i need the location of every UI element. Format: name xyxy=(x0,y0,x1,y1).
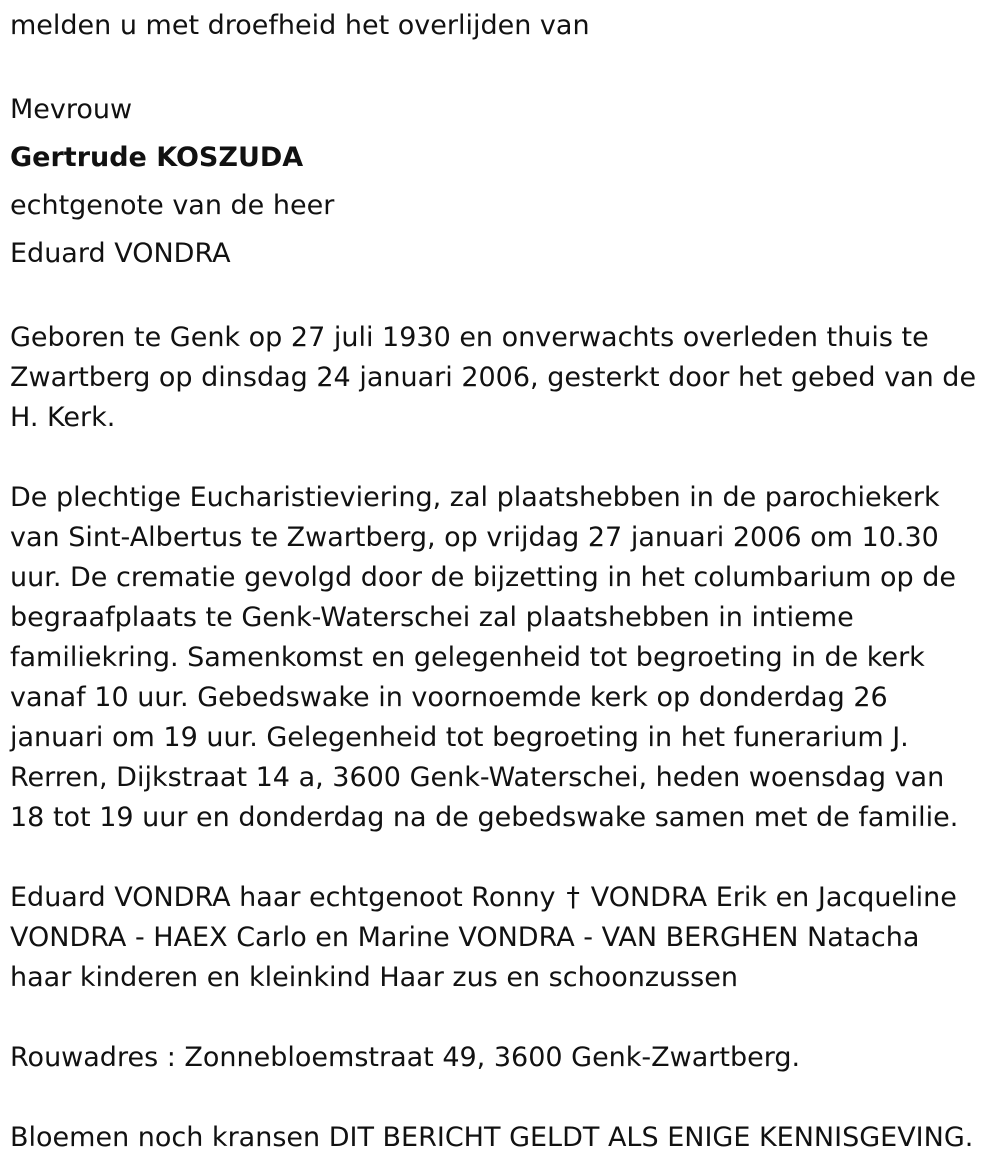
deceased-relation: echtgenote van de heer xyxy=(10,190,335,221)
ceremony-paragraph: De plechtige Eucharistieviering, zal plaatshebben in de parochiekerk van Sint-Albertus te Zwartberg, op vrijdag 27 januari 2006 om 10.30 uur. De crematie gevolgd door de bijzetting in het columbarium op de begraafplaats te Genk-Waterschei zal plaatshebben in intieme familiekring. Samenkomst en gelegenheid tot begroeting in de kerk vanaf 10 uur. Gebedswake in voornoemde kerk op donderdag 26 januari om 19 uur. Gelegenheid tot begroeting in het funerarium J. Rerren, Dijkstraat 14 a, 3600 Genk-Waterschei, heden woensdag van 18 tot 19 uur en donderdag na de gebedswake samen met de familie. xyxy=(10,482,959,833)
spacer xyxy=(10,438,985,478)
birth-death-paragraph: Geboren te Genk op 27 juli 1930 en onverwachts overleden thuis te Zwartberg op dinsdag 24 januari 2006, gesterkt door het gebed van de H. Kerk. xyxy=(10,322,977,433)
mourning-address: Rouwadres : Zonnebloemstraat 49, 3600 Genk-Zwartberg. xyxy=(10,1042,801,1073)
spouse-name: Eduard VONDRA xyxy=(10,238,231,269)
closing-text: Bloemen noch kransen DIT BERICHT GELDT ALS ENIGE KENNISGEVING. xyxy=(10,1122,974,1153)
spacer xyxy=(10,278,985,318)
family-paragraph xyxy=(10,878,985,998)
family-text-after-cross: VONDRA Erik en Jacqueline VONDRA - HAEX Carlo en Marine VONDRA - VAN BERGHEN Natacha haar kinderen en kleinkind Haar zus en schoonzussen xyxy=(10,882,957,993)
obituary-notice xyxy=(10,6,985,1158)
family-text-before-cross: Eduard VONDRA haar echtgenoot Ronny xyxy=(10,882,556,913)
spacer xyxy=(10,46,985,86)
deceased-name: Gertrude KOSZUDA xyxy=(10,142,304,173)
spacer xyxy=(10,838,985,878)
spacer xyxy=(10,998,985,1038)
cross-icon: † xyxy=(566,882,580,913)
deceased-title: Mevrouw xyxy=(10,94,133,125)
intro-text: melden u met droefheid het overlijden van xyxy=(10,10,590,41)
spacer xyxy=(10,1078,985,1118)
